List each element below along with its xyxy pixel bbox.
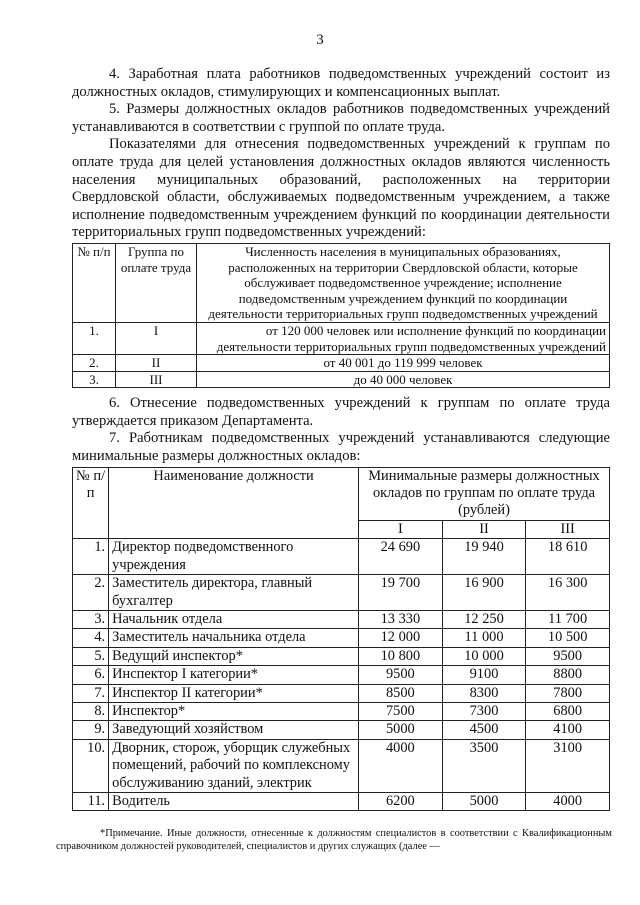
table-row [73, 792, 610, 810]
row-group-2: 3500 [442, 739, 526, 792]
row-position: Директор подведомственного учреждения [109, 539, 359, 575]
salary-table-body [73, 539, 610, 811]
paragraph-6: 6. Отнесение подведомственных учреждений к группам по оплате труда утверждается приказом Департамента. [72, 395, 610, 429]
table-row [73, 575, 610, 611]
row-position: Начальник отдела [109, 610, 359, 628]
header-position: Наименование должности [109, 467, 359, 539]
row-group-1: 9500 [359, 666, 443, 684]
document-body [72, 66, 610, 811]
row-no: 3. [73, 371, 116, 388]
table-row [73, 647, 610, 665]
row-criteria: от 40 001 до 119 999 человек [197, 355, 610, 372]
row-group-2: 4500 [442, 721, 526, 739]
row-group-3: 3100 [526, 739, 610, 792]
row-position: Ведущий инспектор* [109, 647, 359, 665]
table-row [73, 539, 610, 575]
row-position: Инспектор* [109, 702, 359, 720]
groups-table-header [73, 243, 610, 322]
row-group-1: 19 700 [359, 575, 443, 611]
groups-table [72, 243, 610, 388]
row-group-1: 10 800 [359, 647, 443, 665]
row-no: 4. [73, 629, 109, 647]
row-no: 3. [73, 610, 109, 628]
table-row [73, 629, 610, 647]
row-no: 1. [73, 322, 116, 354]
row-group: I [116, 322, 197, 354]
row-position: Заместитель начальника отдела [109, 629, 359, 647]
row-no: 9. [73, 721, 109, 739]
row-group-1: 24 690 [359, 539, 443, 575]
row-group-3: 4100 [526, 721, 610, 739]
row-group-3: 10 500 [526, 629, 610, 647]
row-position: Заведующий хозяйством [109, 721, 359, 739]
row-group-3: 9500 [526, 647, 610, 665]
row-group-2: 11 000 [442, 629, 526, 647]
row-group-2: 16 900 [442, 575, 526, 611]
row-group-3: 18 610 [526, 539, 610, 575]
row-group-1: 12 000 [359, 629, 443, 647]
footnote: *Примечание. Иные должности, отнесенные к должностям специалистов в соответствии с Квалификационным справочником должностей руководителей, специалистов и других служащих (далее — [56, 828, 612, 852]
row-group-2: 7300 [442, 702, 526, 720]
row-group-2: 10 000 [442, 647, 526, 665]
row-position: Инспектор I категории* [109, 666, 359, 684]
row-criteria: от 120 000 человек или исполнение функций по координации деятельности территориальных групп подведомственных учреждений [197, 322, 610, 354]
row-no: 6. [73, 666, 109, 684]
row-group-3: 7800 [526, 684, 610, 702]
row-group-1: 8500 [359, 684, 443, 702]
page-number: 3 [316, 32, 324, 48]
row-no: 5. [73, 647, 109, 665]
table-row [73, 702, 610, 720]
header-no: № п/п [73, 467, 109, 539]
row-group-1: 6200 [359, 792, 443, 810]
table-row [73, 684, 610, 702]
table-row [73, 322, 610, 354]
table-row [73, 355, 610, 372]
row-group-2: 8300 [442, 684, 526, 702]
row-group-1: 4000 [359, 739, 443, 792]
table-row [73, 739, 610, 792]
row-group-3: 8800 [526, 666, 610, 684]
row-group-2: 9100 [442, 666, 526, 684]
table-row [73, 371, 610, 388]
row-no: 7. [73, 684, 109, 702]
row-group-3: 16 300 [526, 575, 610, 611]
row-position: Дворник, сторож, уборщик служебных помещений, рабочий по комплексному обслуживанию зданий, электрик [109, 739, 359, 792]
header-group-3: III [526, 520, 610, 538]
row-position: Водитель [109, 792, 359, 810]
row-group-1: 13 330 [359, 610, 443, 628]
row-position: Заместитель директора, главный бухгалтер [109, 575, 359, 611]
row-group-1: 7500 [359, 702, 443, 720]
table-row [73, 666, 610, 684]
paragraph-7: 7. Работникам подведомственных учреждений устанавливаются следующие минимальные размеры должностных окладов: [72, 430, 610, 465]
row-group-1: 5000 [359, 721, 443, 739]
header-group-1: I [359, 520, 443, 538]
row-position: Инспектор II категории* [109, 684, 359, 702]
row-group-3: 11 700 [526, 610, 610, 628]
row-group-2: 5000 [442, 792, 526, 810]
header-min-salary: Минимальные размеры должностных окладов по группам по оплате труда (рублей) [359, 467, 610, 520]
row-criteria: до 40 000 человек [197, 371, 610, 388]
row-no: 11. [73, 792, 109, 810]
paragraph-indicators: Показателями для отнесения подведомственных учреждений к группам по оплате труда для целей установления должностных окладов являются численность населения муниципальных образований, расположенных на территории Свердловской области, обслуживаемых подведомственным учреждением, а также исполнение подведомственным учреждением функций по координации деятельности территориальных групп подведомственных учреждений: [72, 136, 610, 241]
row-no: 2. [73, 355, 116, 372]
header-no: № п/п [73, 243, 116, 322]
row-group-3: 6800 [526, 702, 610, 720]
salary-table [72, 467, 610, 812]
row-group-2: 19 940 [442, 539, 526, 575]
table-row [73, 721, 610, 739]
row-group: II [116, 355, 197, 372]
row-group: III [116, 371, 197, 388]
row-group-3: 4000 [526, 792, 610, 810]
header-group-2: II [442, 520, 526, 538]
row-no: 10. [73, 739, 109, 792]
salary-table-header [73, 467, 610, 520]
header-criteria: Численность населения в муниципальных образованиях, расположенных на территории Свердловской области, которые обслуживает подведомственное учреждение; исполнение подведомственным учреждением функций по координации деятельности территориальных групп подведомственных учреждений [197, 243, 610, 322]
paragraph-5: 5. Размеры должностных окладов работников подведомственных учреждений устанавливаются в соответствии с группой по оплате труда. [72, 101, 610, 135]
header-group: Группа по оплате труда [116, 243, 197, 322]
paragraph-4: 4. Заработная плата работников подведомственных учреждений состоит из должностных окладов, стимулирующих и компенсационных выплат. [72, 66, 610, 100]
row-group-2: 12 250 [442, 610, 526, 628]
row-no: 1. [73, 539, 109, 575]
row-no: 8. [73, 702, 109, 720]
table-row [73, 610, 610, 628]
row-no: 2. [73, 575, 109, 611]
